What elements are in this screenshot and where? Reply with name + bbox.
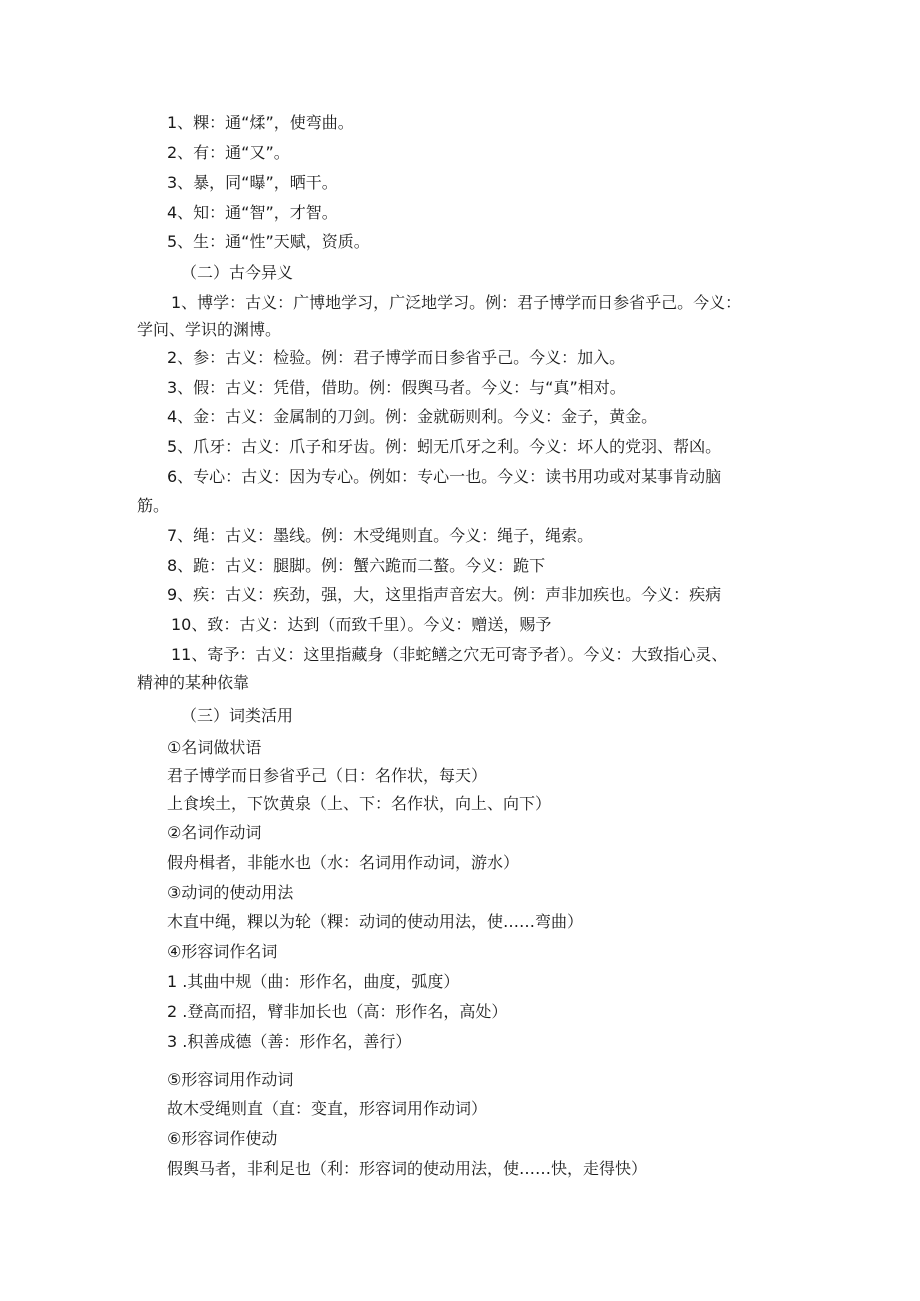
gujin-item: 10、致：古义：达到（而致千里）。今义：赠送，赐予 (171, 615, 552, 634)
gujin-item-continuation: 精神的某种依靠 (137, 673, 250, 692)
gujin-item-continuation: 学问、学识的渊博。 (137, 320, 282, 339)
huoyong-example: 君子博学而日参省乎己（日：名作状，每天） (167, 766, 488, 785)
section-heading-huoyong: （三）词类活用 (181, 706, 294, 725)
huoyong-subheading: ⑤形容词用作动词 (167, 1070, 294, 1089)
huoyong-subheading: ④形容词作名词 (167, 942, 278, 961)
huoyong-subheading: ⑥形容词作使动 (167, 1129, 278, 1148)
huoyong-subheading: ①名词做状语 (167, 738, 262, 757)
huoyong-example: 1 .其曲中规（曲：形作名，曲度，弧度） (167, 972, 460, 991)
tongjia-item: 3、暴，同“曝”，晒干。 (167, 173, 338, 192)
section-heading-gujin: （二）古今异义 (181, 263, 294, 282)
gujin-item: 9、疾：古义：疾劲，强，大，这里指声音宏大。例：声非加疾也。今义：疾病 (167, 585, 722, 604)
tongjia-item: 5、生：通“性”天赋，资质。 (167, 232, 370, 251)
huoyong-example: 假舟楫者，非能水也（水：名词用作动词，游水） (167, 853, 520, 872)
huoyong-example: 3 .积善成德（善：形作名，善行） (167, 1032, 412, 1051)
huoyong-example: 故木受绳则直（直：变直，形容词用作动词） (167, 1099, 488, 1118)
huoyong-subheading: ③动词的使动用法 (167, 883, 294, 902)
gujin-item: 8、跪：古义：腿脚。例：蟹六跪而二螯。今义：跪下 (167, 556, 546, 575)
gujin-item: 7、绳：古义：墨线。例：木受绳则直。今义：绳子，绳索。 (167, 526, 594, 545)
tongjia-item: 2、有：通“又”。 (167, 143, 290, 162)
tongjia-item: 4、知：通“智”，才智。 (167, 203, 338, 222)
gujin-item: 1、博学：古义：广博地学习，广泛地学习。例：君子博学而日参省乎己。今义： (171, 293, 742, 312)
gujin-item: 5、爪牙：古义：爪子和牙齿。例：蚓无爪牙之利。今义：坏人的党羽、帮凶。 (167, 437, 722, 456)
huoyong-subheading: ②名词作动词 (167, 823, 262, 842)
gujin-item: 4、金：古义：金属制的刀剑。例：金就砺则利。今义：金子，黄金。 (167, 407, 658, 426)
gujin-item: 6、专心：古义：因为专心。例如：专心一也。今义：读书用功或对某事肯动脑 (167, 467, 722, 486)
gujin-item: 3、假：古义：凭借，借助。例：假舆马者。今义：与“真”相对。 (167, 378, 626, 397)
huoyong-example: 木直中绳，粿以为轮（粿：动词的使动用法，使……弯曲） (167, 912, 584, 931)
gujin-item: 11、寄予：古义：这里指藏身（非蛇鳝之穴无可寄予者）。今义：大致指心灵、 (171, 645, 728, 664)
huoyong-example: 假舆马者，非利足也（利：形容词的使动用法，使……快，走得快） (167, 1159, 648, 1178)
gujin-item: 2、参：古义：检验。例：君子博学而日参省乎己。今义：加入。 (167, 348, 626, 367)
gujin-item-continuation: 筋。 (137, 496, 170, 515)
huoyong-example: 2 .登高而招，臂非加长也（高：形作名，高处） (167, 1002, 508, 1021)
huoyong-example: 上食埃土，下饮黄泉（上、下：名作状，向上、向下） (167, 794, 552, 813)
tongjia-item: 1、粿：通“煣”，使弯曲。 (167, 113, 354, 132)
